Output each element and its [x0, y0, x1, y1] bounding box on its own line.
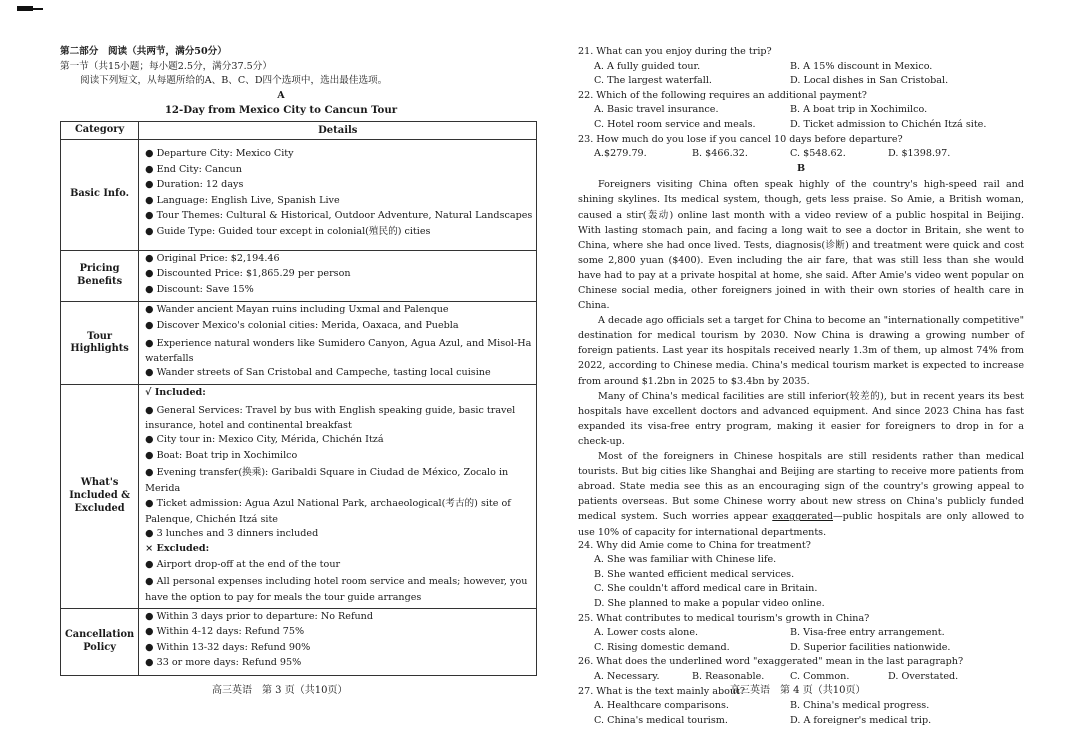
list-item: ● Experience natural wonders like Sumidero Canyon, Agua Azul, and Misol-Ha waterfalls [145, 337, 532, 365]
list-item: ● 33 or more days: Refund 95% [145, 657, 302, 669]
question-stem: 26. What does the underlined word "exaggerated" mean in the last paragraph? [578, 656, 964, 668]
list-item: ● All personal expenses including hotel room service and meals; however, you have the option to pay for meals the tour guide arranges [145, 576, 528, 603]
list-item: ● Discounted Price: $1,865.29 per person [145, 268, 351, 280]
passage-b-paragraph-4 [578, 449, 1024, 540]
list-item: ● Within 13-32 days: Refund 90% [145, 641, 311, 653]
option-c: C. She couldn't afford medical care in Britain. [594, 583, 818, 595]
passage-b-letter: B [796, 162, 806, 174]
row-pricing [61, 250, 537, 302]
label-line: Excluded [74, 502, 125, 514]
underlined-word: exaggerated [772, 511, 833, 523]
list-item: ● Language: English Live, Spanish Live [145, 194, 340, 206]
section-subtitle: 第一节（共15小题；每小题2.5分，满分37.5分） [60, 60, 272, 72]
option-d: D. Ticket admission to Chichén Itzá site. [790, 118, 987, 130]
option-b: B. $466.32. [692, 148, 748, 160]
table-header-row [61, 121, 537, 139]
label-highlights: Tour Highlights [61, 302, 139, 385]
list-item: ● 3 lunches and 3 dinners included [145, 527, 319, 539]
question-stem: 25. What contributes to medical tourism's growth in China? [578, 612, 870, 624]
option-c: C. China's medical tourism. [594, 714, 728, 726]
option-c: C. Rising domestic demand. [594, 641, 730, 653]
option-b: B. Visa-free entry arrangement. [790, 627, 945, 639]
label-included [61, 385, 139, 608]
question-stem: 24. Why did Amie come to China for treatment? [578, 539, 811, 551]
option-b: B. A 15% discount in Mexico. [790, 60, 933, 72]
label-pricing: Pricing Benefits [61, 250, 139, 302]
question-25 [578, 613, 1024, 657]
label-basic-info: Basic Info. [61, 139, 139, 250]
label-line: Cancellation [65, 629, 135, 641]
option-a: A.$279.79. [594, 148, 647, 160]
left-page [60, 46, 533, 676]
paragraph-text: Most of the foreigners in Chinese hospitals are still residents rather than medical tourists. But big cities like Shanghai and Beijing are starting to receive more patients from abroad. State media see this as an encouraging sign of the country's growing appeal to patients overseas. But some Chinese worry about new stress on China's publicly funded medical system. Such worries appear [578, 451, 1024, 523]
question-24 [578, 540, 1024, 613]
option-b: B. She wanted efficient medical services. [594, 568, 795, 580]
option-a: A. Basic travel insurance. [594, 104, 719, 116]
option-d: D. $1398.97. [888, 148, 951, 160]
list-item: ● Within 3 days prior to departure: No Refund [145, 610, 373, 622]
question-26 [578, 656, 1024, 685]
option-a: A. Necessary. [594, 670, 660, 682]
right-page [578, 46, 1024, 729]
list-item: ● Boat: Boat trip in Xochimilco [145, 449, 298, 461]
list-item: ● Guide Type: Guided tour except in colonial(殖民的) cities [145, 225, 431, 237]
option-a: A. She was familiar with Chinese life. [594, 554, 777, 566]
passage-b-paragraph-2: A decade ago officials set a target for China to become an "internationally competitive" destination for medical tourism by 2030. Now China is drawing a growing number of foreign patients. Last year its hospitals received nearly 1.3m of them, up almost 74% from 2022, according to Chinese media. China's medical tourism market is expected to increase from around $1.2bn in 2025 to $3.4bn by 2035. [578, 315, 1024, 387]
option-a: A. Lower costs alone. [594, 627, 699, 639]
excluded-heading: × Excluded: [145, 543, 210, 555]
paragraph-text: —public hospitals are only allowed to use 10% of capacity for international departments. [578, 511, 1024, 538]
question-stem: 21. What can you enjoy during the trip? [578, 46, 772, 57]
passage-b-paragraph-1: Foreigners visiting China often speak highly of the country's high-speed rail and shining skylines. Its medical system, though, gets less praise. So Amie, a British woman, caused a stir(轰动) online last month with a video review of a public hospital in Beijing. With lasting stomach pain, and facing a long wait to see a doctor in Britain, she went to China, where she had once lived. Tests, diagnosis(诊断) and treatment were quick and cost some 2,800 yuan ($400). Even including the air fare, that was still less than she would have had to pay at a private hospital at home, she said. After Amie's video went popular on Chinese social media, other foreigners joined in with their own stories of health care in China. [578, 179, 1024, 312]
tour-table [60, 121, 537, 676]
option-b: B. China's medical progress. [790, 700, 930, 712]
row-basic-info [61, 139, 537, 250]
question-stem: 27. What is the text mainly about? [578, 685, 746, 697]
header-details: Details [139, 121, 537, 139]
option-c: C. $548.62. [790, 148, 846, 160]
corner-mark [17, 6, 33, 11]
option-d: D. Local dishes in San Cristobal. [790, 75, 949, 87]
list-item: ● Departure City: Mexico City [145, 147, 294, 159]
label-line: Policy [83, 641, 116, 653]
question-stem: 22. Which of the following requires an additional payment? [578, 89, 867, 101]
list-item: ● City tour in: Mexico City, Mérida, Chichén Itzá [145, 434, 384, 446]
option-a: A. Healthcare comparisons. [594, 700, 729, 712]
footer-right-page-number: 高三英语 第 4 页（共10页） [730, 685, 866, 696]
corner-mark-tail [33, 8, 43, 10]
header-category: Category [61, 121, 139, 139]
label-line: What's [80, 477, 119, 489]
row-cancellation [61, 608, 537, 675]
option-a: A. A fully guided tour. [594, 60, 701, 72]
label-line: Included & [69, 490, 130, 502]
row-included [61, 385, 537, 608]
section-title: 第二部分 阅读（共两节，满分50分） [60, 46, 227, 57]
list-item: ● Wander ancient Mayan ruins including Uxmal and Palenque [145, 304, 449, 316]
list-item: ● Within 4-12 days: Refund 75% [145, 626, 305, 638]
option-b: B. A boat trip in Xochimilco. [790, 104, 928, 116]
list-item: ● General Services: Travel by bus with English speaking guide, basic travel insurance, hotel and continental breakfast [145, 404, 516, 432]
passage-a-title: 12-Day from Mexico City to Cancun Tour [164, 104, 398, 117]
option-c: C. Common. [790, 670, 850, 682]
list-item: ● Evening transfer(换乘): Garibaldi Square in Ciudad de México, Zocalo in Merida [145, 467, 509, 494]
option-c: C. Hotel room service and meals. [594, 118, 756, 130]
list-item: ● Duration: 12 days [145, 179, 244, 191]
list-item: ● Airport drop-off at the end of the tour [145, 558, 341, 570]
footer-left-page-number: 高三英语 第 3 页（共10页） [212, 685, 348, 696]
list-item: ● Discover Mexico's colonial cities: Merida, Oaxaca, and Puebla [145, 319, 459, 331]
option-d: D. Superior facilities nationwide. [790, 641, 951, 653]
list-item: ● Original Price: $2,194.46 [145, 252, 280, 264]
list-item: ● End City: Cancun [145, 163, 242, 175]
option-d: D. A foreigner's medical trip. [790, 714, 932, 726]
option-b: B. Reasonable. [692, 670, 765, 682]
section-instruction: 阅读下列短文，从每题所给的A、B、C、D四个选项中，选出最佳选项。 [80, 75, 388, 87]
question-23 [578, 134, 1024, 163]
option-c: C. The largest waterfall. [594, 75, 712, 87]
included-heading: √ Included: [145, 387, 206, 399]
list-item: ● Discount: Save 15% [145, 283, 254, 295]
passage-b-paragraph-3: Many of China's medical facilities are still inferior(较差的), but in recent years its best hospitals have excellent doctors and advanced equipment. And since 2023 China has fast expanded its visa-free entry program, making it easier for foreigners to drop in for a check-up. [578, 390, 1024, 447]
passage-a-letter: A [277, 89, 285, 101]
question-21 [578, 46, 1024, 90]
option-d: D. Overstated. [888, 670, 959, 682]
row-highlights [61, 302, 537, 385]
question-22 [578, 90, 1024, 134]
question-stem: 23. How much do you lose if you cancel 10 days before departure? [578, 133, 903, 145]
list-item: ● Ticket admission: Agua Azul National Park, archaeological(考古的) site of Palenque, Chichén Itzá site [145, 498, 511, 526]
option-d: D. She planned to make a popular video online. [594, 597, 825, 609]
label-cancellation [61, 608, 139, 675]
list-item: ● Tour Themes: Cultural & Historical, Outdoor Adventure, Natural Landscapes [145, 210, 533, 222]
list-item: ● Wander streets of San Cristobal and Campeche, tasting local cuisine [145, 366, 491, 378]
